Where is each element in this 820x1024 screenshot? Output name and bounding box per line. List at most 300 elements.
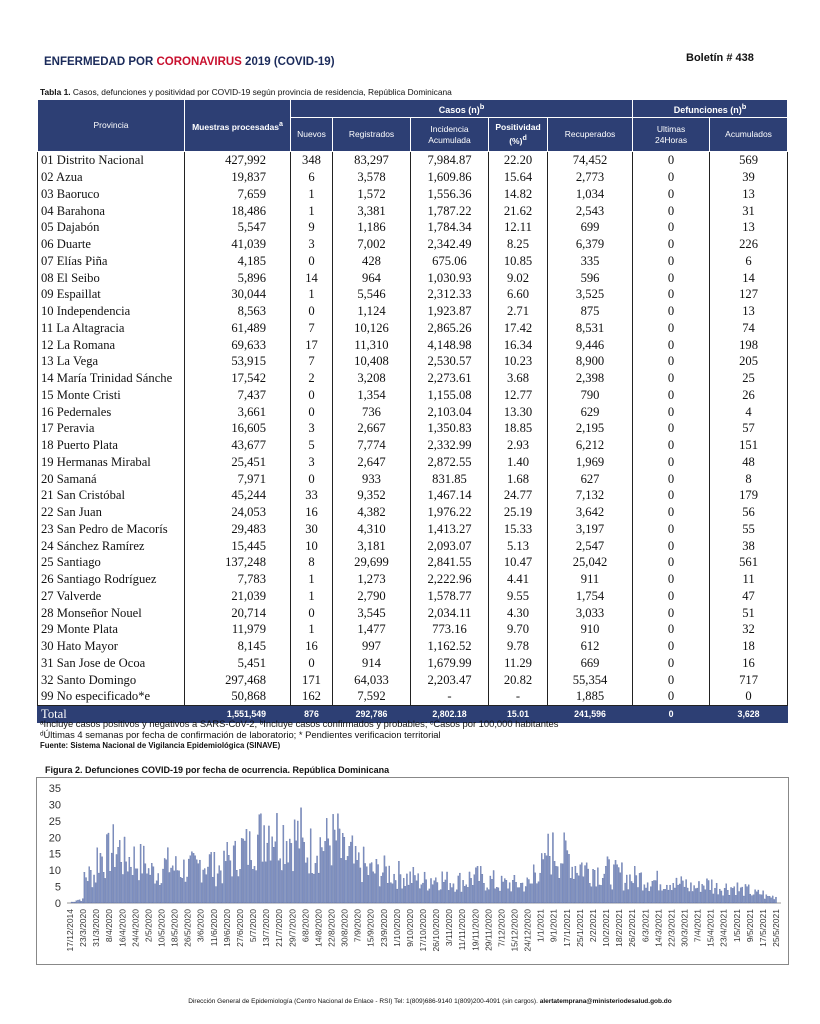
header-recuperados: Recuperados — [548, 118, 633, 152]
chart-bar — [100, 853, 101, 903]
chart-bar — [284, 864, 285, 903]
chart-bar — [350, 842, 351, 903]
x-tick-label: 6/8/2020 — [300, 909, 311, 943]
chart-bar — [623, 891, 624, 903]
cell-recuperados: 627 — [548, 470, 633, 487]
y-tick-label: 15 — [48, 848, 61, 861]
chart-bar — [124, 837, 125, 903]
chart-bar — [414, 875, 415, 903]
cases-table — [37, 99, 788, 723]
y-tick-label: 5 — [54, 881, 61, 894]
chart-bar — [499, 891, 500, 903]
cell-registrados: 997 — [333, 638, 411, 655]
x-tick-label: 19/6/2020 — [221, 909, 232, 947]
cell-nuevos: 6 — [291, 169, 333, 186]
cell-incidencia: 1,413.27 — [411, 521, 489, 538]
x-tick-label: 29/7/2020 — [287, 909, 298, 947]
cell-incidencia: 4,148.98 — [411, 336, 489, 353]
cell-muestras: 8,563 — [185, 303, 291, 320]
chart-bar — [193, 853, 194, 903]
chart-bar — [645, 888, 646, 903]
cell-provincia: 11 La Altagracia — [38, 320, 185, 337]
chart-bar — [775, 897, 776, 903]
chart-bar — [191, 852, 192, 903]
chart-bar — [361, 882, 362, 903]
cell-ultimas: 0 — [633, 202, 710, 219]
cell-incidencia: 2,093.07 — [411, 537, 489, 554]
chart-bar — [317, 856, 318, 903]
cell-positividad: 25.19 — [489, 504, 548, 521]
chart-bar — [671, 890, 672, 903]
chart-bar — [738, 891, 739, 903]
cell-muestras: 61,489 — [185, 320, 291, 337]
table-row — [38, 387, 788, 404]
chart-bar — [443, 882, 444, 903]
cell-registrados: 9,352 — [333, 487, 411, 504]
table-row — [38, 621, 788, 638]
chart-bar — [190, 856, 191, 903]
chart-bar — [567, 851, 568, 903]
cell-acumulados: 205 — [710, 353, 788, 370]
chart-bar — [734, 887, 735, 903]
cell-recuperados: 699 — [548, 219, 633, 236]
chart-bar — [763, 891, 764, 903]
cell-recuperados: 629 — [548, 403, 633, 420]
chart-bar — [573, 879, 574, 903]
chart-bar — [488, 890, 489, 903]
cell-acumulados: 74 — [710, 320, 788, 337]
chart-bar — [222, 884, 223, 904]
header-nuevos: Nuevos — [291, 118, 333, 152]
cell-muestras: 137,248 — [185, 554, 291, 571]
cell-nuevos: 0 — [291, 403, 333, 420]
chart-bar — [325, 841, 326, 903]
cell-incidencia: 1,609.86 — [411, 169, 489, 186]
cell-positividad: 12.11 — [489, 219, 548, 236]
cell-registrados: 736 — [333, 403, 411, 420]
cell-registrados: 5,546 — [333, 286, 411, 303]
chart-bar — [166, 860, 167, 903]
chart-bar — [636, 876, 637, 903]
table-row — [38, 186, 788, 203]
cell-nuevos: 1 — [291, 286, 333, 303]
chart-bar — [227, 842, 228, 903]
cell-provincia: 05 Dajabón — [38, 219, 185, 236]
cell-recuperados: 7,132 — [548, 487, 633, 504]
chart-bar — [758, 890, 759, 903]
x-tick-label: 11/11/2020 — [457, 909, 468, 951]
y-tick-label: 20 — [48, 832, 61, 845]
cell-provincia: 26 Santiago Rodríguez — [38, 571, 185, 588]
x-tick-label: 10/5/2020 — [156, 909, 167, 947]
chart-bar — [379, 887, 380, 903]
chart-bar — [209, 854, 210, 903]
cell-ultimas: 0 — [633, 638, 710, 655]
deaths-chart — [37, 778, 788, 964]
cell-acumulados: 13 — [710, 219, 788, 236]
cell-positividad: 9.70 — [489, 621, 548, 638]
total-registrados: 292,786 — [333, 705, 411, 723]
cell-acumulados: 14 — [710, 269, 788, 286]
chart-bar — [498, 888, 499, 903]
chart-bar — [708, 880, 709, 903]
cell-muestras: 7,659 — [185, 186, 291, 203]
chart-bar — [586, 863, 587, 903]
x-tick-label: 14/8/2020 — [313, 909, 324, 947]
chart-bar — [735, 895, 736, 903]
chart-bar — [532, 884, 533, 903]
chart-bar — [341, 858, 342, 903]
cell-muestras: 7,783 — [185, 571, 291, 588]
chart-bar — [129, 857, 130, 903]
cell-recuperados: 669 — [548, 655, 633, 672]
chart-bar — [562, 864, 563, 903]
chart-bar — [398, 861, 399, 903]
chart-bar — [445, 880, 446, 903]
cell-provincia: 27 Valverde — [38, 588, 185, 605]
table-row — [38, 554, 788, 571]
chart-bar — [188, 859, 189, 903]
cell-recuperados: 875 — [548, 303, 633, 320]
cell-incidencia: 2,203.47 — [411, 671, 489, 688]
chart-bar — [142, 874, 143, 903]
chart-bar — [759, 894, 760, 903]
cell-incidencia: 2,872.55 — [411, 454, 489, 471]
cell-positividad: 9.78 — [489, 638, 548, 655]
x-tick-label: 19/11/2020 — [470, 909, 481, 951]
cell-incidencia: 2,865.26 — [411, 320, 489, 337]
cell-nuevos: 0 — [291, 604, 333, 621]
cell-recuperados: 2,195 — [548, 420, 633, 437]
header-muestras: Muestras procesadas$^a$ — [185, 100, 291, 152]
chart-bar — [84, 872, 85, 903]
cell-acumulados: 179 — [710, 487, 788, 504]
chart-bar — [151, 863, 152, 903]
cell-incidencia: 1,162.52 — [411, 638, 489, 655]
cell-recuperados: 612 — [548, 638, 633, 655]
chart-bar — [620, 873, 621, 903]
cell-acumulados: 57 — [710, 420, 788, 437]
table-row — [38, 253, 788, 270]
chart-bar — [456, 890, 457, 903]
chart-bar — [686, 880, 687, 903]
cell-recuperados: 2,543 — [548, 202, 633, 219]
chart-bar — [459, 873, 460, 903]
chart-bar — [235, 841, 236, 903]
cell-registrados: 3,545 — [333, 604, 411, 621]
cell-registrados: 4,382 — [333, 504, 411, 521]
table-row — [38, 521, 788, 538]
chart-bar — [761, 895, 762, 903]
chart-bar — [334, 830, 335, 903]
x-tick-label: 15/9/2020 — [365, 909, 376, 947]
cell-recuperados: 596 — [548, 269, 633, 286]
table-row — [38, 487, 788, 504]
chart-bar — [169, 872, 170, 903]
chart-bar — [203, 870, 204, 903]
chart-bar — [538, 882, 539, 903]
chart-bar — [479, 881, 480, 903]
cell-muestras: 3,661 — [185, 403, 291, 420]
chart-bar — [357, 860, 358, 903]
cell-incidencia: 2,342.49 — [411, 236, 489, 253]
x-tick-label: 29/11/2020 — [483, 909, 494, 951]
cell-nuevos: 3 — [291, 236, 333, 253]
chart-bar — [575, 866, 576, 903]
cell-positividad: 11.29 — [489, 655, 548, 672]
cell-ultimas: 0 — [633, 588, 710, 605]
chart-bar — [101, 857, 102, 903]
chart-bar — [437, 882, 438, 903]
chart-bar — [609, 859, 610, 903]
cell-muestras: 19,837 — [185, 169, 291, 186]
chart-bar — [294, 820, 295, 903]
chart-bar — [371, 863, 372, 903]
chart-bar — [175, 856, 176, 903]
chart-bar — [368, 875, 369, 903]
x-tick-label: 10/2/2021 — [601, 909, 612, 947]
chart-bar — [345, 860, 346, 903]
chart-bar — [483, 883, 484, 903]
chart-bar — [698, 881, 699, 903]
total-provincia: Total — [38, 705, 185, 723]
cell-incidencia: 2,273.61 — [411, 370, 489, 387]
cell-nuevos: 3 — [291, 454, 333, 471]
chart-bar — [177, 870, 178, 903]
cell-recuperados: 2,398 — [548, 370, 633, 387]
chart-bar — [504, 879, 505, 903]
cell-recuperados: 9,446 — [548, 336, 633, 353]
cell-provincia: 17 Peravia — [38, 420, 185, 437]
chart-bar — [358, 853, 359, 903]
cell-registrados: 3,578 — [333, 169, 411, 186]
x-tick-label: 3/6/2020 — [195, 909, 206, 943]
chart-bar — [288, 863, 289, 903]
cell-acumulados: 51 — [710, 604, 788, 621]
cell-nuevos: 14 — [291, 269, 333, 286]
cell-positividad: 10.47 — [489, 554, 548, 571]
chart-bar — [546, 856, 547, 903]
chart-bar — [549, 856, 550, 903]
chart-bar — [97, 848, 98, 903]
chart-bar — [389, 866, 390, 903]
cell-incidencia: 831.85 — [411, 470, 489, 487]
chart-bar — [392, 884, 393, 903]
header-incidencia: Incidencia Acumulada — [411, 118, 489, 152]
chart-bar — [495, 889, 496, 903]
cell-incidencia: 2,312.33 — [411, 286, 489, 303]
page-footer — [130, 998, 730, 1005]
cell-provincia: 21 San Cristóbal — [38, 487, 185, 504]
x-tick-label: 23/4/2021 — [718, 909, 729, 947]
x-tick-label: 9/1/2021 — [548, 909, 559, 943]
chart-bar — [450, 883, 451, 903]
cell-acumulados: 6 — [710, 253, 788, 270]
cell-ultimas: 0 — [633, 253, 710, 270]
cell-incidencia: 2,332.99 — [411, 437, 489, 454]
cell-recuperados: 3,642 — [548, 504, 633, 521]
cell-registrados: 1,354 — [333, 387, 411, 404]
chart-bar — [576, 873, 577, 903]
table-row — [38, 470, 788, 487]
header-defunciones-group: Defunciones $(n)^b$ — [633, 100, 788, 118]
footnote-line-1: ᵃIncluye casos positivos y negativos a SARS-CoV-2, ᵇIncluye casos confirmados y probables; ᶜCasos por 100,000 habitantes — [40, 718, 559, 729]
deaths-chart-frame — [36, 777, 789, 965]
chart-bar — [702, 884, 703, 903]
chart-bar — [310, 829, 311, 903]
chart-bar — [747, 887, 748, 903]
chart-bar — [336, 841, 337, 903]
cell-incidencia: 2,841.55 — [411, 554, 489, 571]
y-tick-label: 0 — [54, 898, 61, 910]
chart-bar — [204, 869, 205, 903]
x-tick-label: 14/3/2021 — [653, 909, 664, 947]
chart-bar — [179, 871, 180, 903]
chart-bar — [710, 890, 711, 903]
table-row — [38, 604, 788, 621]
cell-recuperados: 2,773 — [548, 169, 633, 186]
cell-acumulados: 11 — [710, 571, 788, 588]
chart-bar — [446, 872, 447, 903]
cell-acumulados: 18 — [710, 638, 788, 655]
table-row — [38, 169, 788, 186]
cell-recuperados: 790 — [548, 387, 633, 404]
chart-bar — [560, 863, 561, 903]
chart-bar — [236, 870, 237, 903]
chart-bar — [515, 882, 516, 903]
cell-provincia: 25 Santiago — [38, 554, 185, 571]
chart-bar — [110, 871, 111, 903]
chart-bar — [769, 896, 770, 903]
chart-bar — [588, 869, 589, 903]
cell-positividad: 3.68 — [489, 370, 548, 387]
cell-registrados: 914 — [333, 655, 411, 672]
x-tick-label: 7/4/2021 — [692, 909, 703, 943]
chart-bar — [264, 825, 265, 903]
chart-bar — [400, 874, 401, 903]
chart-bar — [533, 865, 534, 903]
cell-nuevos: 2 — [291, 370, 333, 387]
chart-bar — [95, 883, 96, 903]
x-tick-label: 11/6/2020 — [208, 909, 219, 947]
chart-bar — [491, 879, 492, 903]
chart-bar — [238, 877, 239, 904]
chart-bar — [162, 869, 163, 903]
cell-muestras: 7,437 — [185, 387, 291, 404]
chart-bar — [480, 866, 481, 903]
cell-incidencia: 2,034.11 — [411, 604, 489, 621]
cell-nuevos: 16 — [291, 638, 333, 655]
cell-muestras: 41,039 — [185, 236, 291, 253]
chart-bar — [300, 808, 301, 903]
x-tick-label: 31/3/2020 — [91, 909, 102, 947]
cell-positividad: - — [489, 688, 548, 705]
table-row — [38, 236, 788, 253]
table-row — [38, 353, 788, 370]
cell-positividad: 16.34 — [489, 336, 548, 353]
chart-bar — [639, 873, 640, 903]
cell-positividad: 22.20 — [489, 152, 548, 169]
report-title — [44, 56, 335, 68]
chart-bar — [114, 867, 115, 903]
cell-acumulados: 25 — [710, 370, 788, 387]
cell-incidencia: 1,350.83 — [411, 420, 489, 437]
cell-nuevos: 0 — [291, 387, 333, 404]
chart-bar — [360, 868, 361, 903]
chart-bar — [98, 873, 99, 903]
chart-bar — [355, 846, 356, 903]
footer-email: alertatemprana@ministeriodesalud.gob.do — [539, 998, 672, 1005]
x-tick-label: 27/6/2020 — [234, 909, 245, 947]
chart-bar — [551, 875, 552, 903]
table-row — [38, 638, 788, 655]
chart-bar — [273, 847, 274, 903]
chart-bar — [583, 877, 584, 903]
chart-bar — [365, 863, 366, 903]
chart-bar — [408, 885, 409, 903]
x-tick-label: 17/1/2021 — [561, 909, 572, 947]
chart-bar — [634, 866, 635, 903]
cell-nuevos: 5 — [291, 437, 333, 454]
chart-bar — [257, 835, 258, 903]
chart-bar — [724, 888, 725, 903]
cell-ultimas: 0 — [633, 303, 710, 320]
chart-bar — [172, 866, 173, 903]
chart-bar — [252, 869, 253, 903]
chart-bar — [313, 874, 314, 903]
x-tick-label: 1/10/2020 — [391, 909, 402, 947]
chart-bar — [339, 829, 340, 903]
chart-bar — [716, 883, 717, 903]
chart-bar — [714, 888, 715, 903]
cell-registrados: 1,477 — [333, 621, 411, 638]
chart-bar — [413, 867, 414, 903]
chart-bar — [755, 890, 756, 903]
chart-bar — [195, 856, 196, 903]
chart-bar — [201, 883, 202, 903]
chart-bar — [737, 883, 738, 903]
cell-provincia: 07 Elías Piña — [38, 253, 185, 270]
cell-ultimas: 0 — [633, 454, 710, 471]
cell-positividad: 4.30 — [489, 604, 548, 621]
chart-bar — [599, 885, 600, 903]
cell-positividad: 20.82 — [489, 671, 548, 688]
chart-bar — [440, 890, 441, 903]
cell-provincia: 03 Baoruco — [38, 186, 185, 203]
cell-recuperados: 6,379 — [548, 236, 633, 253]
x-tick-label: 30/8/2020 — [339, 909, 350, 947]
chart-bar — [503, 882, 504, 903]
chart-bar — [164, 858, 165, 903]
chart-bar — [506, 880, 507, 903]
cell-muestras: 20,714 — [185, 604, 291, 621]
chart-bar — [552, 833, 553, 903]
chart-bar — [272, 837, 273, 903]
cell-ultimas: 0 — [633, 504, 710, 521]
cell-acumulados: 38 — [710, 537, 788, 554]
chart-bar — [438, 890, 439, 903]
total-acumulados: 3,628 — [710, 705, 788, 723]
table-row — [38, 420, 788, 437]
chart-bar — [214, 852, 215, 903]
header-ultimas: Ultimas 24Horas — [633, 118, 710, 152]
chart-bar — [448, 890, 449, 903]
chart-bar — [122, 874, 123, 903]
chart-bar — [352, 836, 353, 903]
chart-bar — [228, 855, 229, 903]
cell-incidencia: 1,976.22 — [411, 504, 489, 521]
chart-bar — [650, 887, 651, 903]
